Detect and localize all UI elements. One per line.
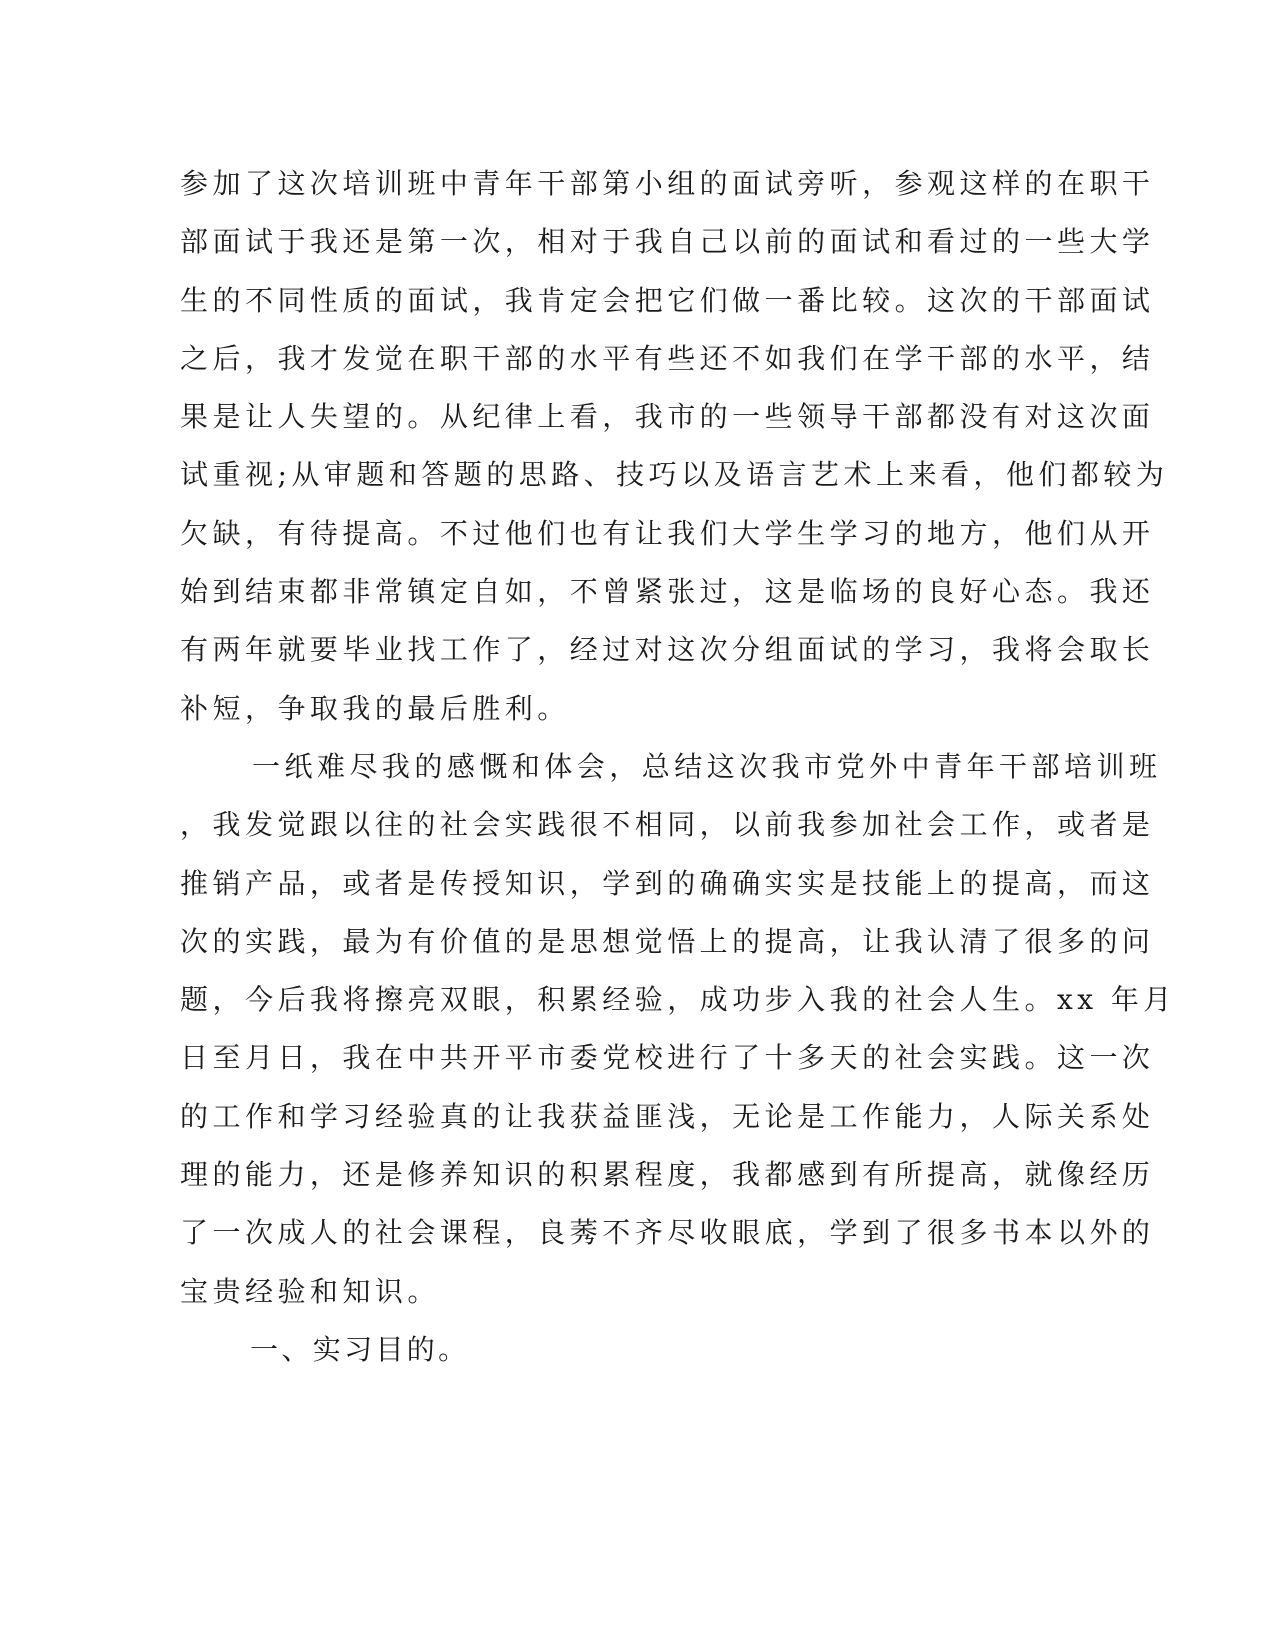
text-line: 推销产品，或者是传授知识，学到的确确实实是技能上的提高，而这 (180, 866, 1155, 900)
document-body (180, 155, 1176, 1379)
text-line: 日至月日，我在中共开平市委党校进行了十多天的社会实践。这一次 (180, 1041, 1155, 1075)
text-line: 补短，争取我的最后胜利。 (180, 691, 570, 725)
text-line: 的工作和学习经验真的让我获益匪浅，无论是工作能力，人际关系处 (180, 1099, 1155, 1133)
text-line: 题，今后我将擦亮双眼，积累经验，成功步入我的社会人生。xx 年月 (180, 983, 1176, 1017)
text-line: 生的不同性质的面试，我肯定会把它们做一番比较。这次的干部面试 (180, 283, 1155, 317)
text-line: 了一次成人的社会课程，良莠不齐尽收眼底，学到了很多书本以外的 (180, 1216, 1155, 1250)
text-line: 试重视;从审题和答题的思路、技巧以及语言艺术上来看，他们都较为 (180, 458, 1169, 492)
text-line: 次的实践，最为有价值的是思想觉悟上的提高，让我认清了很多的问 (180, 924, 1155, 958)
text-line: 宝贵经验和知识。 (180, 1274, 440, 1308)
paragraph-2 (180, 738, 1176, 1321)
text-line: 欠缺，有待提高。不过他们也有让我们大学生学习的地方，他们从开 (180, 516, 1155, 550)
text-line: 果是让人失望的。从纪律上看，我市的一些领导干部都没有对这次面 (180, 400, 1155, 434)
section-heading: 一、实习目的。 (250, 1332, 470, 1366)
text-line: 参加了这次培训班中青年干部第小组的面试旁听，参观这样的在职干 (180, 167, 1155, 200)
text-line: 一纸难尽我的感慨和体会，总结这次我市党外中青年干部培训班 (252, 749, 1162, 783)
paragraph-1 (180, 155, 1169, 738)
text-line: 之后，我才发觉在职干部的水平有些还不如我们在学干部的水平，结 (180, 341, 1155, 375)
text-line: 理的能力，还是修养知识的积累程度，我都感到有所提高，就像经历 (180, 1158, 1155, 1192)
text-line: ，我发觉跟以往的社会实践很不相同，以前我参加社会工作，或者是 (180, 808, 1155, 842)
text-line: 始到结束都非常镇定自如，不曾紧张过，这是临场的良好心态。我还 (180, 575, 1155, 609)
text-line: 有两年就要毕业找工作了，经过对这次分组面试的学习，我将会取长 (180, 633, 1155, 667)
text-line: 部面试于我还是第一次，相对于我自己以前的面试和看过的一些大学 (180, 225, 1155, 259)
